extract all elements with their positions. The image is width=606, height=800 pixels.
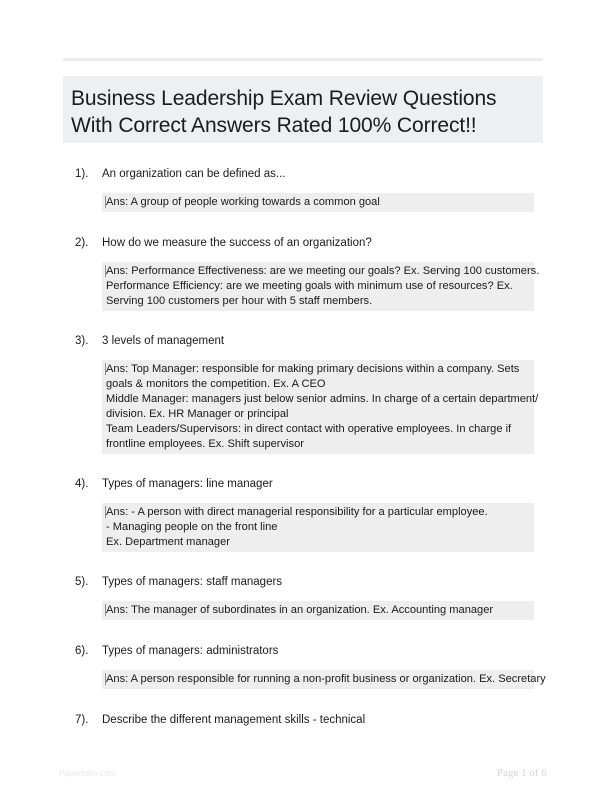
question-text: Types of managers: staff managers (102, 576, 283, 588)
title-line-1: Business Leadership Exam Review Questions (71, 87, 497, 110)
answer-line: Middle Manager: managers just below senior admins. In charge of a certain department/ (106, 393, 539, 405)
answer-line: Ans: A person responsible for running a non-profit business or organization. Ex. Secretary (106, 673, 546, 685)
answer-line: Ans: The manager of subordinates in an organization. Ex. Accounting manager (106, 604, 494, 616)
answer-marker (105, 265, 106, 277)
question-number: 6). (75, 645, 89, 657)
answer-line: frontline employees. Ex. Shift supervisor (106, 438, 304, 450)
answer-line: Ans: Performance Effectiveness: are we meeting our goals? Ex. Serving 100 customers. (106, 265, 540, 277)
question-text: An organization can be defined as... (102, 168, 286, 180)
question-number: 4). (75, 478, 89, 490)
answer-line: Team Leaders/Supervisors: in direct contact with operative employees. In charge if (106, 423, 512, 435)
answer-4 (102, 503, 534, 552)
question-number: 3). (75, 335, 89, 347)
top-rule (63, 58, 543, 61)
title-line-2: With Correct Answers Rated 100% Correct!! (71, 114, 477, 137)
question-text: Types of managers: administrators (102, 645, 279, 657)
answer-marker (105, 196, 106, 208)
question-number: 7). (75, 714, 89, 726)
answer-line: Ans: - A person with direct managerial responsibility for a particular employee. (106, 506, 488, 518)
question-text: Describe the different management skills - technical (102, 714, 366, 726)
answer-line: division. Ex. HR Manager or principal (106, 408, 289, 420)
answer-marker (105, 673, 106, 685)
answer-line: - Managing people on the front line (106, 521, 278, 533)
answer-5 (102, 601, 534, 620)
answer-marker (105, 363, 106, 375)
answer-6 (102, 670, 546, 689)
answer-marker (105, 506, 106, 518)
answer-line: goals & monitors the competition. Ex. A CEO (106, 378, 326, 390)
question-text: 3 levels of management (102, 335, 225, 347)
answer-line: Performance Efficiency: are we meeting goals with minimum use of resources? Ex. (106, 280, 513, 292)
question-number: 5). (75, 576, 89, 588)
answer-marker (105, 604, 106, 616)
answer-line: Ans: A group of people working towards a common goal (106, 196, 380, 208)
answer-3 (102, 360, 539, 454)
answer-line: Serving 100 customers per hour with 5 staff members. (106, 295, 373, 307)
question-text: How do we measure the success of an organization? (102, 237, 372, 249)
answer-line: Ans: Top Manager: responsible for making primary decisions within a company. Sets (106, 363, 520, 375)
document-title (71, 85, 535, 139)
footer-watermark: Paperfolio.com (59, 768, 116, 778)
question-number: 1). (75, 168, 89, 180)
page-indicator: Page 1 of 6 (497, 767, 547, 779)
answer-2 (102, 262, 540, 311)
document-title-block (63, 76, 543, 143)
answer-1 (102, 193, 534, 212)
question-text: Types of managers: line manager (102, 478, 273, 490)
question-number: 2). (75, 237, 89, 249)
answer-line: Ex. Department manager (106, 536, 230, 548)
